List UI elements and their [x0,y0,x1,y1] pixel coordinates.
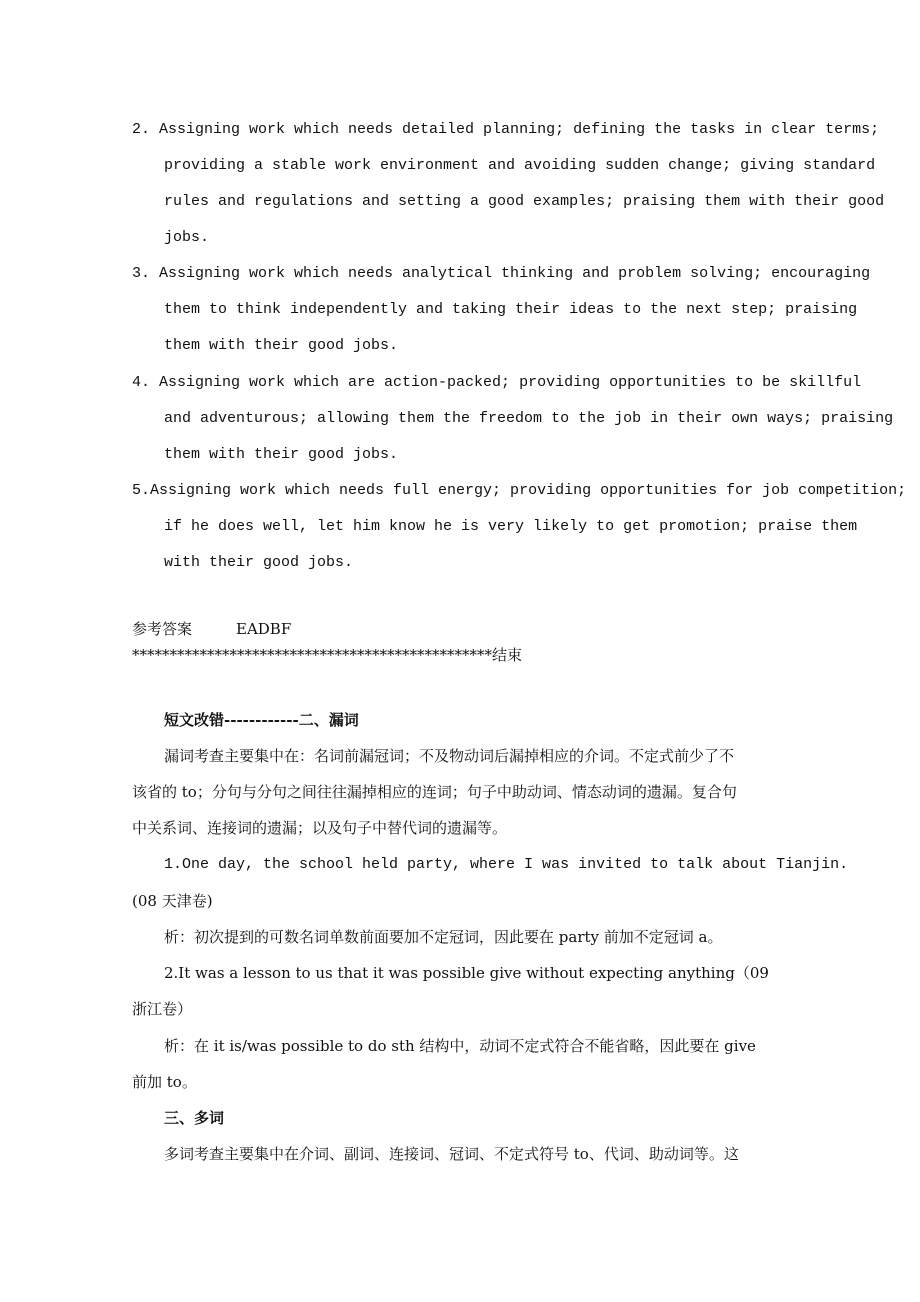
option-5-line-2: if he does well, let him know he is very likely to get promotion; praise them [164,518,858,535]
example-2-analysis-line-2: 前加 to。 [132,1073,197,1091]
option-2-line-4: jobs. [164,229,210,246]
option-3-line-1: 3. Assigning work which needs analytical thinking and problem solving; encouraging [132,265,871,282]
example-1-sentence: 1.One day, the school held party, where I was invited to talk about Tianjin. [164,856,849,873]
option-2-line-2: providing a stable work environment and avoiding sudden change; giving standard [164,157,876,174]
section2-intro-line-3: 中关系词、连接词的遗漏；以及句子中替代词的遗漏等。 [132,819,508,837]
end-marker: ************************************************结束 [132,646,523,664]
section3-intro: 多词考查主要集中在介词、副词、连接词、冠词、不定式符号 to、代词、助动词等。这 [164,1145,739,1163]
option-5-line-1: 5.Assigning work which needs full energy; providing opportunities for job competition; [132,482,907,499]
option-3-line-3: them with their good jobs. [164,337,399,354]
option-2-line-3: rules and regulations and setting a good examples; praising them with their good [164,193,885,210]
answer-label: 参考答案 [132,620,193,638]
example-1-source: (08 天津卷) [132,892,213,910]
option-4-line-2: and adventurous; allowing them the freedom to the job in their own ways; praising [164,410,894,427]
example-2-sentence: 2.It was a lesson to us that it was possible give without expecting anything（09 [164,964,769,982]
option-3-line-2: them to think independently and taking their ideas to the next step; praising [164,301,858,318]
option-4-line-1: 4. Assigning work which are action-packed; providing opportunities to be skillful [132,374,862,391]
option-4-line-3: them with their good jobs. [164,446,399,463]
example-1-analysis: 析：初次提到的可数名词单数前面要加不定冠词，因此要在 party 前加不定冠词 a。 [164,928,723,946]
example-2-analysis-line-1: 析：在 it is/was possible to do sth 结构中，动词不定式符合不能省略，因此要在 give [164,1037,756,1055]
answer-value: EADBF [236,620,292,638]
option-2-line-1: 2. Assigning work which needs detailed planning; defining the tasks in clear terms; [132,121,880,138]
option-5-line-3: with their good jobs. [164,554,354,571]
section2-intro-line-2: 该省的 to；分句与分句之间往往漏掉相应的连词；句子中助动词、情态动词的遗漏。复合句 [132,783,737,801]
section-heading-omission: 短文改错------------二、漏词 [164,711,359,729]
section-heading-redundant: 三、多词 [164,1109,225,1127]
example-2-source: 浙江卷） [132,1000,193,1018]
section2-intro-line-1: 漏词考查主要集中在：名词前漏冠词；不及物动词后漏掉相应的介词。不定式前少了不 [164,747,735,765]
